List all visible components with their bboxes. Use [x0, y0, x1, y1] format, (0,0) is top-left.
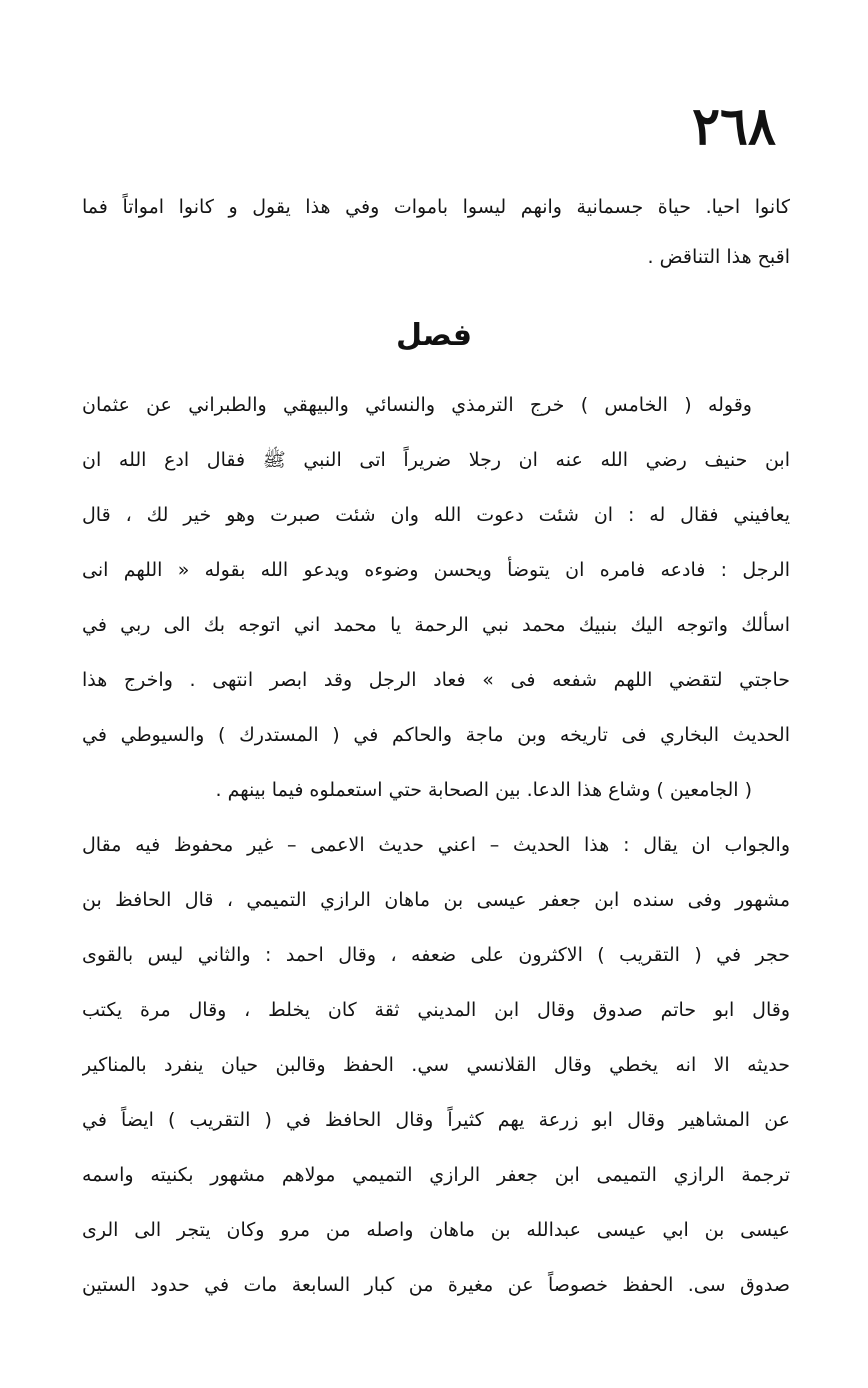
- page-number: ٢٦٨: [692, 96, 776, 157]
- text-line: اقبح هذا التناقض .: [647, 246, 790, 268]
- text-line: حجر في ( التقريب ) الاكثرون على ضعفه ، وقال احمد : والثاني ليس بالقوى: [82, 944, 790, 966]
- text-line: عيسى بن ابي عيسى عبدالله بن ماهان واصله من مرو وكان يتجر الى الرى: [82, 1219, 790, 1241]
- text-line: ابن حنيف رضي الله عنه ان رجلا ضريراً اتى النبي ﷺ فقال ادع الله ان: [82, 449, 790, 471]
- text-line: وقوله ( الخامس ) خرج الترمذي والنسائي والبيهقي والطبراني عن عثمان: [82, 394, 752, 416]
- text-line: الحديث البخاري فى تاريخه وبن ماجة والحاكم في ( المستدرك ) والسيوطي في: [82, 724, 790, 746]
- section-heading: فصل: [396, 318, 472, 353]
- text-line: مشهور وفى سنده ابن جعفر عيسى بن ماهان الرازي التميمي ، قال الحافظ بن: [82, 889, 790, 911]
- text-line: كانوا احيا. حياة جسمانية وانهم ليسوا باموات وفي هذا يقول و كانوا امواتاً فما: [82, 196, 790, 218]
- text-line: عن المشاهير وقال ابو زرعة يهم كثيراً وقال الحافظ في ( التقريب ) ايضاً في: [82, 1109, 790, 1131]
- text-line: اسألك واتوجه اليك بنبيك محمد نبي الرحمة يا محمد اني اتوجه بك الى ربي في: [82, 614, 790, 636]
- intro-paragraph: [82, 182, 790, 282]
- text-line: وقال ابو حاتم صدوق وقال ابن المديني ثقة كان يخلط ، وقال مرة يكتب: [82, 999, 790, 1021]
- text-line: حاجتي لتقضي اللهم شفعه فى » فعاد الرجل وقد ابصر انتهى . واخرج هذا: [82, 669, 790, 691]
- section-body: [82, 378, 790, 1313]
- text-line: والجواب ان يقال : هذا الحديث – اعني حديث الاعمى – غير محفوظ فيه مقال: [82, 834, 790, 856]
- text-line: الرجل : فادعه فامره ان يتوضأ ويحسن وضوءه ويدعو الله بقوله « اللهم انى: [82, 559, 790, 581]
- text-line: ترجمة الرازي التميمى ابن جعفر الرازي التميمي مولاهم مشهور بكنيته واسمه: [82, 1164, 790, 1186]
- text-line: يعافيني فقال له : ان شئت دعوت الله وان شئت صبرت وهو خير لك ، قال: [82, 504, 790, 526]
- text-line: صدوق سى. الحفظ خصوصاً عن مغيرة من كبار السابعة مات في حدود الستين: [82, 1274, 790, 1296]
- text-line: ( الجامعين ) وشاع هذا الدعا. بين الصحابة حتي استعملوه فيما بينهم .: [215, 779, 752, 801]
- text-line: حديثه الا انه يخطي وقال القلانسي سي. الحفظ وقالبن حيان ينفرد بالمناكير: [82, 1054, 790, 1076]
